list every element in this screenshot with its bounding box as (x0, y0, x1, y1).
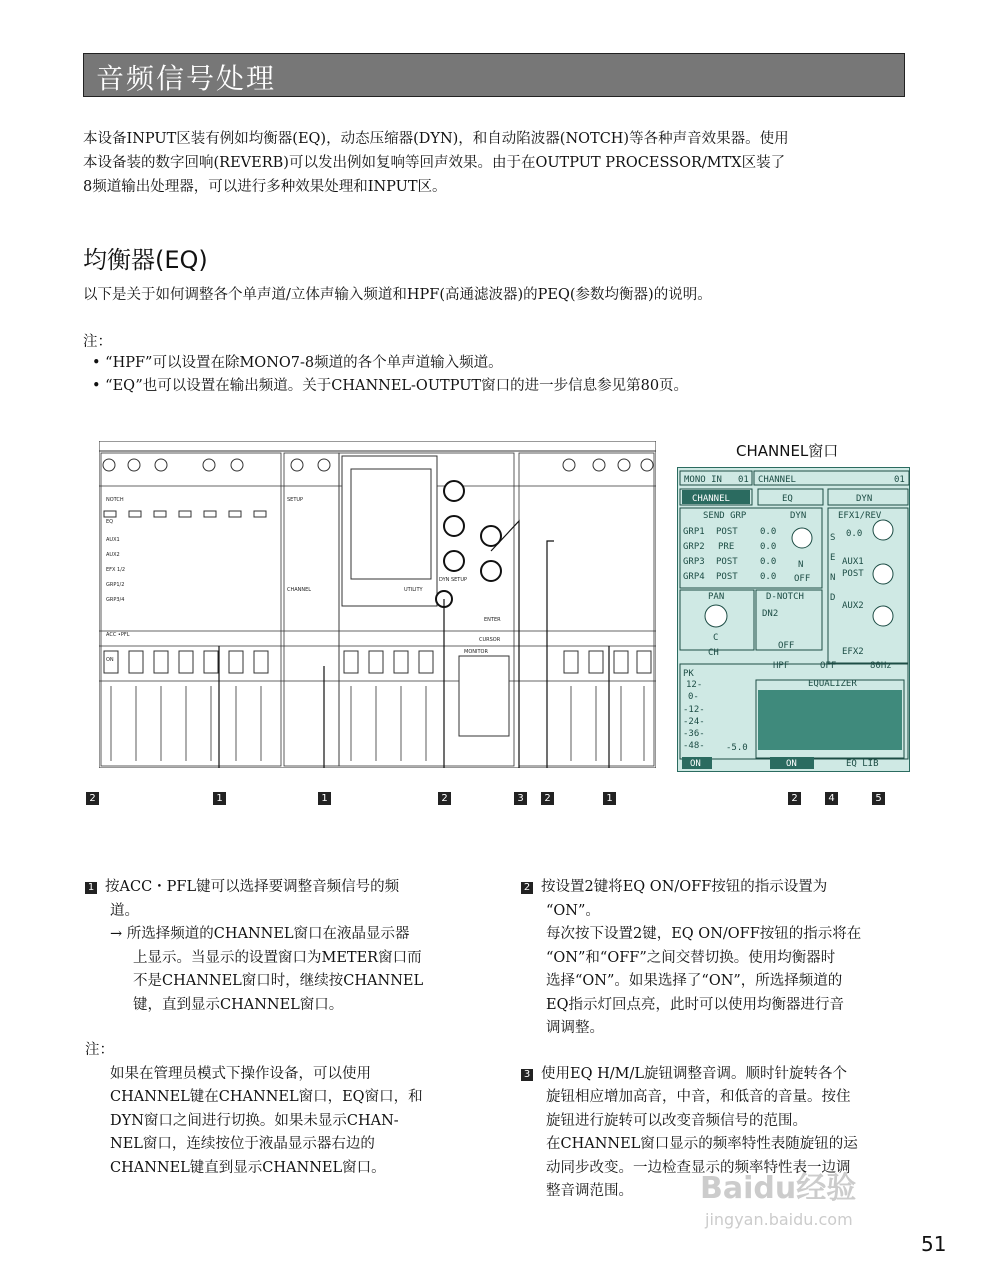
note-text: CHANNEL键直到显示CHANNEL窗口。 (110, 1159, 386, 1176)
lcd-text: E (830, 553, 836, 563)
step-marker: 3 (521, 1069, 533, 1081)
callout-marker: 2 (788, 792, 801, 805)
lcd-text: PAN (708, 592, 725, 602)
lcd-on-button-1[interactable]: ON (690, 759, 701, 769)
lcd-text: 80Hz (870, 661, 892, 671)
lcd-text: EFX2 (842, 647, 864, 657)
console-label: ACC •PFL (106, 632, 130, 638)
lcd-text: PK (683, 669, 694, 679)
page-number: 51 (921, 1232, 947, 1256)
lcd-text: N (798, 560, 804, 570)
lcd-text: -5.0 (726, 743, 748, 753)
step-text: 键，直到显示CHANNEL窗口。 (133, 996, 344, 1013)
lcd-text: 0.0 (760, 542, 777, 552)
intro-line: 本设备装的数字回响(REVERB)可以发出例如复响等回声效果。由于在OUTPUT PROCESSOR/MTX区装了 (83, 155, 786, 171)
callout-marker: 5 (872, 792, 885, 805)
console-label: GRP3/4 (106, 597, 125, 603)
channel-window-lcd (677, 467, 910, 772)
lcd-text: 0.0 (760, 527, 777, 537)
lcd-text: EQUALIZER (808, 679, 857, 689)
step-text: EQ指示灯回点亮，此时可以使用均衡器进行音 (546, 996, 844, 1013)
lcd-window-title: CHANNEL窗口 (736, 442, 839, 460)
section-title: 均衡器(EQ) (83, 246, 208, 274)
lcd-text: CHANNEL (758, 475, 796, 485)
note-text: DYN窗口之间进行切换。如果未显示CHAN- (110, 1112, 399, 1129)
step-text: 旋钮进行旋转可以改变音频信号的范围。 (546, 1112, 807, 1129)
console-label: CHANNEL (287, 587, 312, 593)
lcd-tab-dyn[interactable]: DYN (856, 494, 873, 504)
intro-line: 8频道输出处理器，可以进行多种效果处理和INPUT区。 (83, 179, 447, 195)
note-label: 注： (83, 334, 112, 350)
console-label: AUX1 (106, 537, 120, 543)
step-text: → 所选择频道的CHANNEL窗口在液晶显示器 (110, 926, 410, 942)
mixer-console-illustration (99, 441, 656, 768)
console-label: ON (106, 657, 114, 663)
left-column (85, 876, 485, 1180)
step-text: 每次按下设置2键，EQ ON/OFF按钮的指示将在 (546, 926, 862, 942)
lcd-text: N (830, 573, 836, 583)
step-text: 在CHANNEL窗口显示的频率特性表随旋钮的运 (546, 1136, 858, 1152)
lcd-tab-eq[interactable]: EQ (782, 494, 793, 504)
lcd-eq-lib-button[interactable]: EQ LIB (846, 759, 879, 769)
note-text: 如果在管理员模式下操作设备，可以使用 (110, 1065, 371, 1082)
watermark-url: jingyan.baidu.com (705, 1210, 853, 1229)
right-column (521, 876, 911, 1204)
lcd-text: OFF (794, 574, 811, 584)
lcd-text: 01 (738, 475, 749, 485)
console-label: EFX 1/2 (106, 567, 126, 573)
lcd-text: OFF (820, 661, 837, 671)
lcd-text: 0.0 (760, 572, 777, 582)
note-text: NEL窗口，连续按位于液晶显示器右边的 (110, 1136, 375, 1152)
callout-marker: 1 (213, 792, 226, 805)
lcd-text: GRP1 (683, 527, 705, 537)
intro-paragraph (83, 127, 905, 199)
callout-marker: 2 (541, 792, 554, 805)
lcd-text: -24- (683, 717, 705, 727)
lcd-text: GRP3 (683, 557, 705, 567)
callout-marker: 3 (514, 792, 527, 805)
console-label: UTILITY (404, 587, 423, 593)
console-label: SETUP (287, 497, 304, 503)
lcd-text: POST (716, 557, 738, 567)
lcd-tab-channel[interactable]: CHANNEL (692, 494, 730, 504)
console-label: EQ (106, 519, 114, 525)
lcd-text: SEND GRP (703, 511, 747, 521)
lcd-drawing (678, 468, 911, 773)
note-label: 注： (85, 1042, 114, 1058)
lcd-text: GRP2 (683, 542, 705, 552)
section-header (83, 53, 905, 97)
console-label: DYN SETUP (439, 577, 468, 583)
watermark-logo: Baidu经验 (700, 1171, 857, 1206)
step-text: 按ACC・PFL键可以选择要调整音频信号的频 (105, 879, 400, 895)
lcd-text: MONO IN (684, 475, 722, 485)
callout-marker: 4 (825, 792, 838, 805)
step-marker: 2 (521, 882, 533, 894)
lcd-text: AUX2 (842, 601, 864, 611)
step-text: 使用EQ H/M/L旋钮调整音调。顺时针旋转各个 (541, 1065, 847, 1082)
lcd-text: HPF (773, 661, 790, 671)
lcd-text: POST (716, 527, 738, 537)
lcd-text: EFX1/REV (838, 511, 882, 521)
step-text: 旋钮相应增加高音，中音，和低音的音量。按住 (546, 1089, 851, 1105)
intro-line: 本设备INPUT区装有例如均衡器(EQ)，动态压缩器(DYN)，和自动陷波器(NOTCH)等各种声音效果器。使用 (83, 131, 789, 147)
lcd-text: C (713, 633, 719, 643)
console-label: GRP1/2 (106, 582, 125, 588)
lcd-text: CH (708, 648, 719, 658)
list-item: • “HPF”可以设置在除MONO7-8频道的各个单声道输入频道。 (92, 352, 688, 375)
step-text: 动同步改变。一边检查显示的频率特性表一边调 (546, 1159, 851, 1176)
step-text: 道。 (110, 902, 139, 919)
page-title: 音频信号处理 (96, 62, 277, 95)
lcd-text: AUX1 (842, 557, 864, 567)
callout-marker: 1 (603, 792, 616, 805)
lcd-eq-on-button[interactable]: ON (786, 759, 797, 769)
console-label: NOTCH (106, 497, 124, 503)
callout-marker: 2 (86, 792, 99, 805)
console-drawing (99, 441, 656, 768)
lcd-text: 01 (894, 475, 905, 485)
step-marker: 1 (85, 882, 97, 894)
callout-marker: 1 (318, 792, 331, 805)
lcd-text: -48- (683, 741, 705, 751)
lcd-text: OFF (778, 641, 795, 651)
step-text: 上显示。当显示的设置窗口为METER窗口而 (133, 949, 422, 966)
lcd-text: 0.0 (846, 529, 863, 539)
section-subtitle: 以下是关于如何调整各个单声道/立体声输入频道和HPF(高通滤波器)的PEQ(参数均衡器)的说明。 (83, 287, 712, 303)
lcd-text: PRE (718, 542, 735, 552)
lcd-text: -36- (683, 729, 705, 739)
console-label: ENTER (484, 617, 501, 623)
lcd-text: -12- (683, 705, 705, 715)
lcd-text: DYN (790, 511, 807, 521)
console-label: AUX2 (106, 552, 120, 558)
lcd-text: 12- (686, 680, 703, 690)
lcd-text: GRP4 (683, 572, 705, 582)
lcd-text: 0- (688, 692, 699, 702)
lcd-text: POST (842, 569, 864, 579)
step-text: 整音调范围。 (546, 1183, 633, 1199)
console-label: CURSOR (479, 637, 501, 643)
note-text: CHANNEL键在CHANNEL窗口，EQ窗口，和 (110, 1089, 423, 1105)
lcd-text: DN2 (762, 609, 779, 619)
step-text: 不是CHANNEL窗口时，继续按CHANNEL (133, 973, 424, 989)
callout-marker: 2 (438, 792, 451, 805)
lcd-text: D (830, 593, 836, 603)
note-bullets (92, 352, 688, 398)
console-label: MONITOR (464, 649, 488, 655)
lcd-text: 0.0 (760, 557, 777, 567)
step-text: “ON”。 (546, 902, 600, 919)
lcd-text: D-NOTCH (766, 592, 804, 602)
lcd-text: S (830, 533, 836, 543)
step-text: 按设置2键将EQ ON/OFF按钮的指示设置为 (541, 879, 828, 895)
step-text: 调调整。 (546, 1020, 604, 1036)
step-text: “ON”和“OFF”之间交替切换。使用均衡器时 (546, 949, 836, 966)
lcd-text: POST (716, 572, 738, 582)
step-text: 选择“ON”。如果选择了“ON”，所选择频道的 (546, 973, 843, 989)
list-item: • “EQ”也可以设置在输出频道。关于CHANNEL-OUTPUT窗口的进一步信息参见第80页。 (92, 375, 688, 398)
